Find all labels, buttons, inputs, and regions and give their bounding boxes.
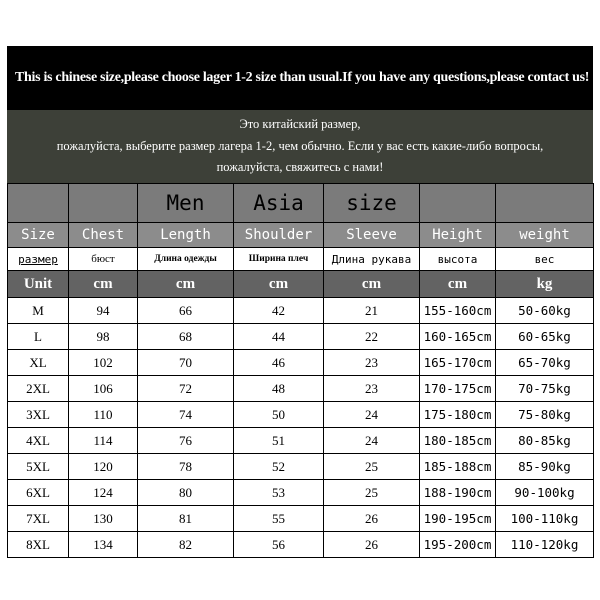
header-size: Size bbox=[8, 223, 69, 248]
table-row bbox=[8, 298, 594, 324]
cell-length: 66 bbox=[138, 298, 234, 324]
header-height: Height bbox=[420, 223, 496, 248]
group-cell bbox=[8, 184, 69, 223]
unit-label: Unit bbox=[8, 271, 69, 298]
cell-height: 180-185cm bbox=[420, 428, 496, 454]
column-header-row bbox=[8, 223, 594, 248]
table-row bbox=[8, 454, 594, 480]
cell-chest: 110 bbox=[69, 402, 138, 428]
cell-length: 81 bbox=[138, 506, 234, 532]
cell-shoulder: 55 bbox=[234, 506, 324, 532]
cell-length: 78 bbox=[138, 454, 234, 480]
header-ru-length: Длина одежды bbox=[138, 248, 234, 271]
group-cell-men: Men bbox=[138, 184, 234, 223]
cell-chest: 120 bbox=[69, 454, 138, 480]
cell-chest: 106 bbox=[69, 376, 138, 402]
cell-length: 72 bbox=[138, 376, 234, 402]
unit-length: cm bbox=[138, 271, 234, 298]
cell-sleeve: 22 bbox=[324, 324, 420, 350]
cell-length: 82 bbox=[138, 532, 234, 558]
header-ru-shoulder: Ширина плеч bbox=[234, 248, 324, 271]
cell-shoulder: 46 bbox=[234, 350, 324, 376]
cell-weight: 65-70kg bbox=[496, 350, 594, 376]
russian-notice-line: пожалуйста, свяжитесь с нами! bbox=[216, 160, 384, 175]
cell-sleeve: 26 bbox=[324, 532, 420, 558]
header-sleeve: Sleeve bbox=[324, 223, 420, 248]
cell-weight: 70-75kg bbox=[496, 376, 594, 402]
cell-weight: 90-100kg bbox=[496, 480, 594, 506]
header-ru-chest: бюст bbox=[69, 248, 138, 271]
cell-weight: 100-110kg bbox=[496, 506, 594, 532]
group-cell-size: size bbox=[324, 184, 420, 223]
group-cell bbox=[69, 184, 138, 223]
cell-sleeve: 23 bbox=[324, 376, 420, 402]
header-ru-sleeve: Длина рукава bbox=[324, 248, 420, 271]
english-notice bbox=[7, 46, 593, 110]
table-row bbox=[8, 532, 594, 558]
table-row bbox=[8, 506, 594, 532]
cell-height: 155-160cm bbox=[420, 298, 496, 324]
cell-size: 5XL bbox=[8, 454, 69, 480]
table-row bbox=[8, 480, 594, 506]
cell-chest: 102 bbox=[69, 350, 138, 376]
cell-height: 190-195cm bbox=[420, 506, 496, 532]
cell-sleeve: 26 bbox=[324, 506, 420, 532]
cell-shoulder: 53 bbox=[234, 480, 324, 506]
cell-shoulder: 42 bbox=[234, 298, 324, 324]
table-row bbox=[8, 350, 594, 376]
cell-sleeve: 24 bbox=[324, 402, 420, 428]
cell-height: 165-170cm bbox=[420, 350, 496, 376]
cell-length: 70 bbox=[138, 350, 234, 376]
russian-notice-line: Это китайский размер, bbox=[239, 117, 361, 132]
unit-chest: cm bbox=[69, 271, 138, 298]
header-ru-height: высота bbox=[420, 248, 496, 271]
header-weight: weight bbox=[496, 223, 594, 248]
cell-size: 2XL bbox=[8, 376, 69, 402]
cell-height: 175-180cm bbox=[420, 402, 496, 428]
cell-shoulder: 52 bbox=[234, 454, 324, 480]
cell-size: 7XL bbox=[8, 506, 69, 532]
cell-size: 6XL bbox=[8, 480, 69, 506]
cell-chest: 98 bbox=[69, 324, 138, 350]
header-chest: Chest bbox=[69, 223, 138, 248]
table-row bbox=[8, 324, 594, 350]
cell-chest: 130 bbox=[69, 506, 138, 532]
cell-weight: 60-65kg bbox=[496, 324, 594, 350]
cell-weight: 80-85kg bbox=[496, 428, 594, 454]
cell-chest: 124 bbox=[69, 480, 138, 506]
english-notice-text: This is chinese size,please choose lager 1-2 size than usual.If you have any questions,please contact us! bbox=[15, 70, 590, 85]
cell-size: 4XL bbox=[8, 428, 69, 454]
cell-height: 160-165cm bbox=[420, 324, 496, 350]
group-cell bbox=[496, 184, 594, 223]
cell-sleeve: 24 bbox=[324, 428, 420, 454]
cell-size: M bbox=[8, 298, 69, 324]
cell-length: 80 bbox=[138, 480, 234, 506]
cell-sleeve: 21 bbox=[324, 298, 420, 324]
unit-sleeve: cm bbox=[324, 271, 420, 298]
cell-height: 195-200cm bbox=[420, 532, 496, 558]
cell-height: 185-188cm bbox=[420, 454, 496, 480]
cell-weight: 85-90kg bbox=[496, 454, 594, 480]
cell-chest: 94 bbox=[69, 298, 138, 324]
russian-header-row bbox=[8, 248, 594, 271]
cell-weight: 75-80kg bbox=[496, 402, 594, 428]
cell-sleeve: 25 bbox=[324, 480, 420, 506]
header-ru-size: размер bbox=[8, 248, 69, 271]
unit-weight: kg bbox=[496, 271, 594, 298]
cell-size: 3XL bbox=[8, 402, 69, 428]
unit-shoulder: cm bbox=[234, 271, 324, 298]
cell-chest: 114 bbox=[69, 428, 138, 454]
cell-chest: 134 bbox=[69, 532, 138, 558]
size-chart bbox=[7, 46, 593, 558]
cell-length: 74 bbox=[138, 402, 234, 428]
cell-sleeve: 25 bbox=[324, 454, 420, 480]
cell-shoulder: 44 bbox=[234, 324, 324, 350]
cell-shoulder: 56 bbox=[234, 532, 324, 558]
cell-size: XL bbox=[8, 350, 69, 376]
table-row bbox=[8, 376, 594, 402]
cell-shoulder: 51 bbox=[234, 428, 324, 454]
size-table bbox=[7, 183, 594, 558]
header-ru-weight: вес bbox=[496, 248, 594, 271]
header-shoulder: Shoulder bbox=[234, 223, 324, 248]
group-cell bbox=[420, 184, 496, 223]
cell-length: 76 bbox=[138, 428, 234, 454]
russian-notice-line: пожалуйста, выберите размер лагера 1-2, чем обычно. Если у вас есть какие-либо вопросы, bbox=[56, 138, 544, 153]
group-header-row bbox=[8, 184, 594, 223]
cell-height: 170-175cm bbox=[420, 376, 496, 402]
unit-row bbox=[8, 271, 594, 298]
header-length: Length bbox=[138, 223, 234, 248]
cell-height: 188-190cm bbox=[420, 480, 496, 506]
unit-height: cm bbox=[420, 271, 496, 298]
group-cell-asia: Asia bbox=[234, 184, 324, 223]
cell-sleeve: 23 bbox=[324, 350, 420, 376]
cell-length: 68 bbox=[138, 324, 234, 350]
cell-size: 8XL bbox=[8, 532, 69, 558]
cell-shoulder: 50 bbox=[234, 402, 324, 428]
table-row bbox=[8, 428, 594, 454]
cell-size: L bbox=[8, 324, 69, 350]
cell-weight: 110-120kg bbox=[496, 532, 594, 558]
cell-weight: 50-60kg bbox=[496, 298, 594, 324]
cell-shoulder: 48 bbox=[234, 376, 324, 402]
russian-notice bbox=[7, 110, 593, 183]
table-row bbox=[8, 402, 594, 428]
